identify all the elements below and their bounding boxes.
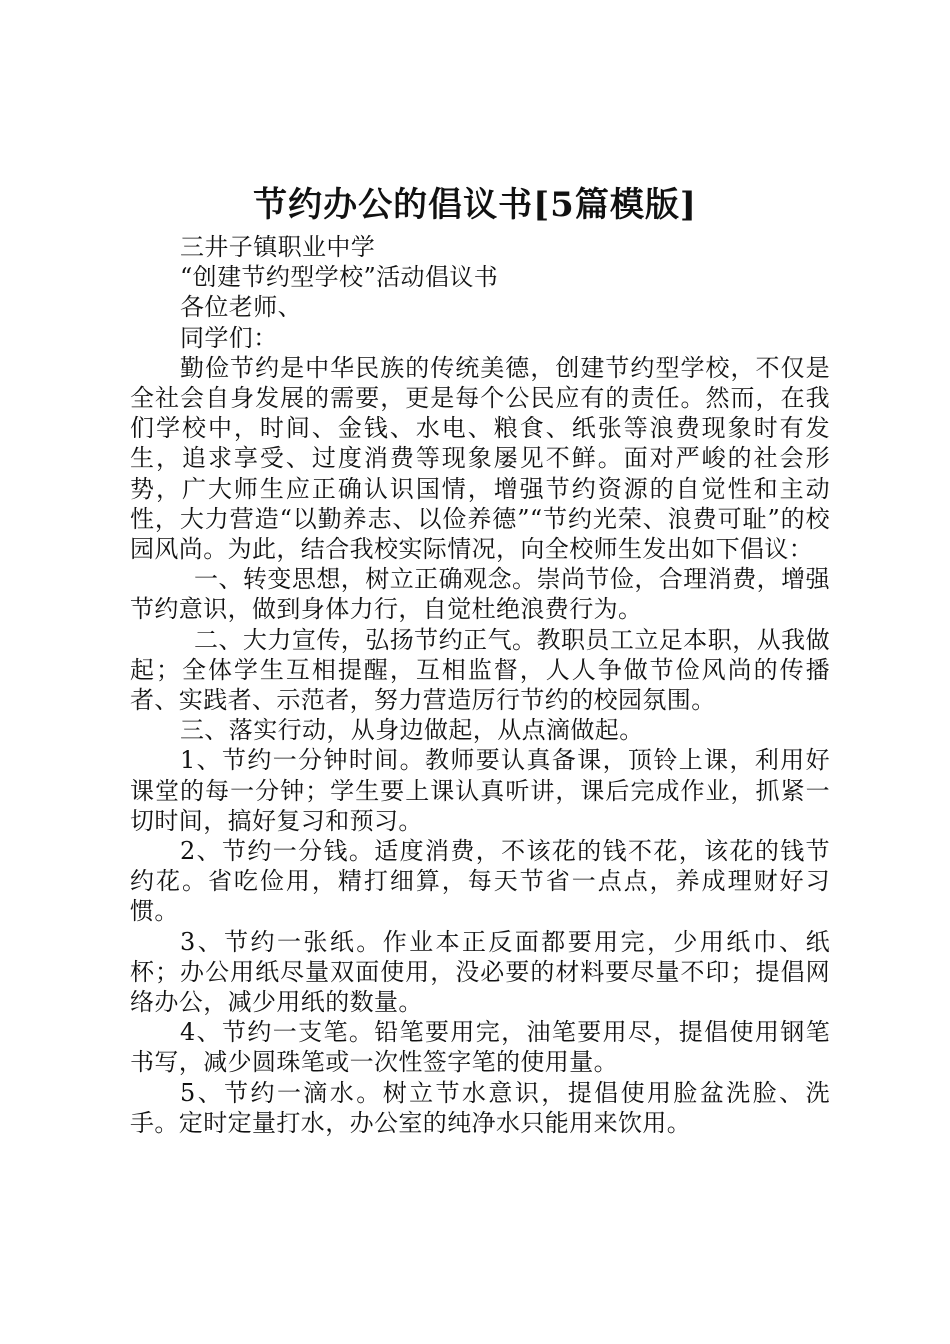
salutation-teachers: 各位老师、 [180,293,302,322]
document-title: 节约办公的倡议书[5篇模版] [253,185,697,225]
action-item-water: 5、节约一滴水。树立节水意识，提倡使用脸盆洗脸、洗手。定时定量打水，办公室的纯净水只能用来饮用。 [130,1078,830,1137]
intro-paragraph: 勤俭节约是中华民族的传统美德，创建节约型学校，不仅是全社会自身发展的需要，更是每个公民应有的责任。然而，在我们学校中，时间、金钱、水电、粮食、纸张等浪费现象时有发生，追求享受、过度消费等现象屡见不鲜。面对严峻的社会形势，广大师生应正确认识国情，增强节约资源的自觉性和主动性，大力营造“以勤养志、以俭养德”“节约光荣、浪费可耻”的校园风尚。为此，结合我校实际情况，向全校师生发出如下倡议： [130,353,830,564]
document-body [130,232,830,1138]
action-item-time: 1、节约一分钟时间。教师要认真备课，顶铃上课，利用好课堂的每一分钟；学生要上课认真听讲，课后完成作业，抓紧一切时间，搞好复习和预习。 [130,746,830,835]
proposal-subtitle: “创建节约型学校”活动倡议书 [180,263,499,292]
action-item-pen: 4、节约一支笔。铅笔要用完，油笔要用尽，提倡使用钢笔书写，减少圆珠笔或一次性签字笔的使用量。 [130,1018,830,1077]
school-name: 三井子镇职业中学 [180,233,376,261]
proposal-item-3: 三、落实行动，从身边做起，从点滴做起。 [180,716,644,745]
salutation-students: 同学们： [180,323,278,352]
action-item-money: 2、节约一分钱。适度消费，不该花的钱不花，该花的钱节约花。省吃俭用，精打细算，每天节省一点点，养成理财好习惯。 [130,837,830,926]
action-item-paper: 3、节约一张纸。作业本正反面都要用完，少用纸巾、纸杯；办公用纸尽量双面使用，没必要的材料要尽量不印；提倡网络办公，减少用纸的数量。 [130,927,830,1017]
proposal-item-1: 一、转变思想，树立正确观念。崇尚节俭，合理消费，增强节约意识，做到身体力行，自觉杜绝浪费行为。 [130,565,830,624]
proposal-item-2: 二、大力宣传，弘扬节约正气。教职员工立足本职，从我做起；全体学生互相提醒，互相监督，人人争做节俭风尚的传播者、实践者、示范者，努力营造厉行节约的校园氛围。 [130,625,830,715]
